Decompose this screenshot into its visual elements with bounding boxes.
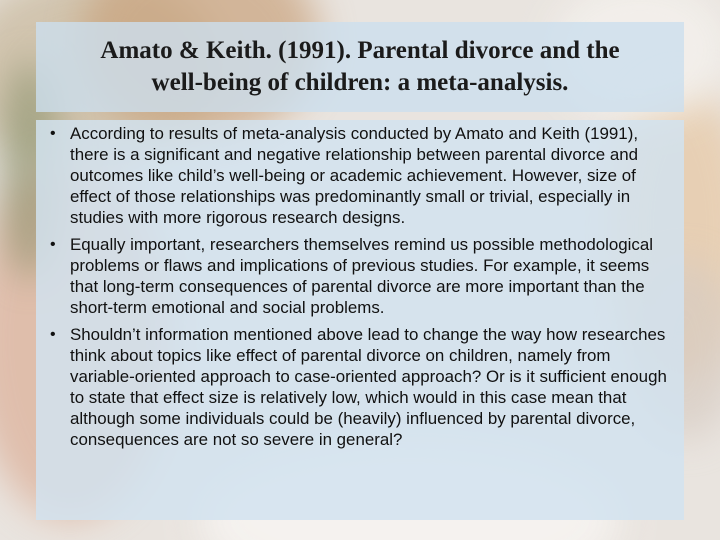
bullet-list bbox=[50, 123, 678, 456]
bullet-icon: • bbox=[50, 236, 56, 253]
content-panel bbox=[36, 120, 684, 520]
slide-title: Amato & Keith. (1991). Parental divorce and the well-being of children: a meta-analysis. bbox=[100, 37, 620, 96]
bullet-text: Shouldn’t information mentioned above lead to change the way how researches think about topics like effect of parental divorce on children, namely from variable-oriented approach to case-oriented approach? Or is it sufficient enough to state that effect size is relatively low, which would in this case mean that although some individuals could be (heavily) influenced by parental divorce, consequences are not so severe in general? bbox=[70, 325, 667, 449]
bullet-item bbox=[50, 123, 678, 228]
title-panel bbox=[36, 22, 684, 112]
bullet-icon: • bbox=[50, 125, 56, 142]
bullet-icon: • bbox=[50, 326, 56, 343]
bullet-text: Equally important, researchers themselves remind us possible methodological problems or flaws and implications of previous studies. For example, it seems that long-term consequences of parental divorce are more important than the short-term emotional and social problems. bbox=[70, 235, 654, 317]
bullet-item bbox=[50, 324, 678, 450]
bullet-item bbox=[50, 234, 678, 318]
bullet-text: According to results of meta-analysis conducted by Amato and Keith (1991), there is a significant and negative relationship between parental divorce and outcomes like child’s well-being or academic achievement. However, size of effect of those relationships was predominantly small or trivial, especially in studies with more rigorous research designs. bbox=[70, 124, 639, 227]
